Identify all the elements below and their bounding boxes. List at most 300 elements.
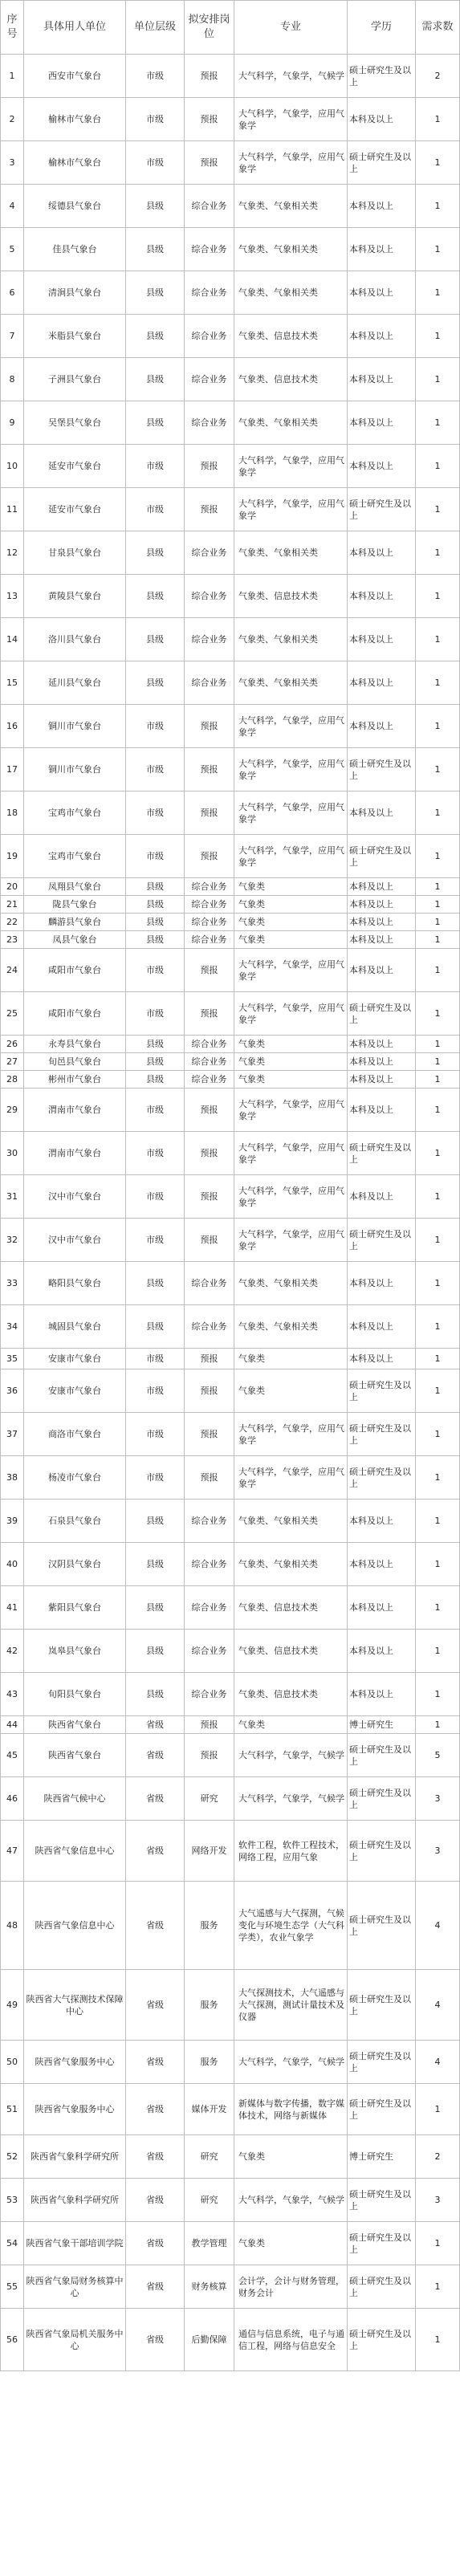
row-unit: 岚皋县气象台 [24, 1630, 126, 1673]
row-count: 1 [416, 315, 460, 358]
table-row [1, 1053, 460, 1071]
row-major: 气象类、气象相关类 [234, 531, 348, 575]
row-education: 硕士研究生及以上 [348, 1369, 416, 1413]
row-major: 大气科学，气象学，应用气象学 [234, 98, 348, 141]
row-education: 本科及以上 [348, 445, 416, 488]
row-unit: 陕西省气象台 [24, 1716, 126, 1734]
row-index: 42 [1, 1630, 24, 1673]
row-unit: 延川县气象台 [24, 661, 126, 705]
table-row [1, 1716, 460, 1734]
row-index: 41 [1, 1586, 24, 1630]
row-index: 35 [1, 1349, 24, 1369]
row-unit: 陕西省气象信息中心 [24, 1882, 126, 1970]
row-post: 预报 [185, 992, 234, 1036]
row-major: 大气科学，气象学，应用气象学 [234, 1456, 348, 1500]
row-education: 本科及以上 [348, 228, 416, 271]
row-index: 50 [1, 2041, 24, 2084]
row-unit: 汉中市气象台 [24, 1175, 126, 1219]
row-count: 4 [416, 1882, 460, 1970]
row-education: 本科及以上 [348, 1630, 416, 1673]
row-index: 1 [1, 55, 24, 98]
table-row [1, 531, 460, 575]
row-unit: 略阳县气象台 [24, 1262, 126, 1305]
row-unit: 陕西省气象服务中心 [24, 2084, 126, 2135]
table-row [1, 1175, 460, 1219]
row-major: 大气科学，气象学，气候学 [234, 1734, 348, 1777]
row-count: 1 [416, 2222, 460, 2265]
table-row [1, 358, 460, 401]
table-row [1, 1882, 460, 1970]
row-education: 本科及以上 [348, 896, 416, 914]
row-count: 1 [416, 618, 460, 661]
table-row [1, 1586, 460, 1630]
row-unit: 铜川市气象台 [24, 705, 126, 748]
row-count: 1 [416, 896, 460, 914]
row-index: 55 [1, 2265, 24, 2309]
row-post: 预报 [185, 141, 234, 185]
row-post: 预报 [185, 792, 234, 835]
row-post: 预报 [185, 949, 234, 992]
row-count: 1 [416, 445, 460, 488]
row-level: 市级 [126, 141, 185, 185]
row-post: 综合业务 [185, 1262, 234, 1305]
row-index: 24 [1, 949, 24, 992]
row-level: 县级 [126, 1543, 185, 1586]
row-level: 县级 [126, 1036, 185, 1053]
row-post: 综合业务 [185, 896, 234, 914]
table-row [1, 2084, 460, 2135]
table-row [1, 445, 460, 488]
row-unit: 陕西省气候中心 [24, 1777, 126, 1821]
row-education: 硕士研究生及以上 [348, 2041, 416, 2084]
row-count: 1 [416, 914, 460, 931]
row-level: 市级 [126, 949, 185, 992]
row-unit: 凤县气象台 [24, 931, 126, 949]
table-row [1, 931, 460, 949]
row-post: 服务 [185, 1882, 234, 1970]
row-education: 本科及以上 [348, 1089, 416, 1132]
row-post: 综合业务 [185, 1036, 234, 1053]
row-major: 大气遥感与大气探测，气候变化与环境生态学（大气科学类），农业气象学 [234, 1882, 348, 1970]
row-post: 预报 [185, 1349, 234, 1369]
row-major: 气象类、气象相关类 [234, 618, 348, 661]
row-post: 综合业务 [185, 1543, 234, 1586]
row-education: 本科及以上 [348, 575, 416, 618]
row-level: 市级 [126, 1219, 185, 1262]
table-row [1, 705, 460, 748]
table-row [1, 896, 460, 914]
row-post: 预报 [185, 705, 234, 748]
row-count: 1 [416, 835, 460, 878]
row-unit: 陕西省大气探测技术保障中心 [24, 1970, 126, 2041]
table-row [1, 1970, 460, 2041]
row-major: 气象类 [234, 896, 348, 914]
row-major: 气象类、气象相关类 [234, 1500, 348, 1543]
row-index: 48 [1, 1882, 24, 1970]
row-level: 县级 [126, 358, 185, 401]
row-level: 省级 [126, 1882, 185, 1970]
row-education: 硕士研究生及以上 [348, 2309, 416, 2371]
row-level: 省级 [126, 1716, 185, 1734]
table-row [1, 1630, 460, 1673]
row-major: 新媒体与数字传播，数字媒体技术，网络与新媒体 [234, 2084, 348, 2135]
row-index: 31 [1, 1175, 24, 1219]
row-level: 县级 [126, 896, 185, 914]
row-post: 综合业务 [185, 1586, 234, 1630]
row-education: 本科及以上 [348, 792, 416, 835]
table-row [1, 1821, 460, 1882]
row-post: 预报 [185, 1132, 234, 1175]
row-post: 预报 [185, 835, 234, 878]
row-count: 1 [416, 1500, 460, 1543]
row-education: 博士研究生 [348, 1716, 416, 1734]
row-major: 大气科学，气象学，应用气象学 [234, 1089, 348, 1132]
row-major: 大气科学，气象学，应用气象学 [234, 792, 348, 835]
row-level: 省级 [126, 1970, 185, 2041]
row-education: 硕士研究生及以上 [348, 2222, 416, 2265]
row-unit: 榆林市气象台 [24, 98, 126, 141]
table-row [1, 1456, 460, 1500]
row-major: 大气科学，气象学，应用气象学 [234, 1175, 348, 1219]
row-index: 29 [1, 1089, 24, 1132]
row-index: 10 [1, 445, 24, 488]
row-count: 1 [416, 1716, 460, 1734]
table-row [1, 1305, 460, 1349]
row-count: 1 [416, 661, 460, 705]
row-index: 46 [1, 1777, 24, 1821]
row-major: 气象类、信息技术类 [234, 1673, 348, 1716]
table-body [1, 55, 460, 2371]
row-index: 12 [1, 531, 24, 575]
row-level: 省级 [126, 2265, 185, 2309]
row-index: 56 [1, 2309, 24, 2371]
row-unit: 陕西省气象台 [24, 1734, 126, 1777]
row-level: 市级 [126, 1132, 185, 1175]
row-level: 县级 [126, 575, 185, 618]
row-level: 省级 [126, 1734, 185, 1777]
row-unit: 清涧县气象台 [24, 271, 126, 315]
row-unit: 绥德县气象台 [24, 185, 126, 228]
row-education: 本科及以上 [348, 1673, 416, 1716]
row-education: 本科及以上 [348, 185, 416, 228]
row-post: 预报 [185, 1175, 234, 1219]
table-row [1, 2135, 460, 2179]
row-count: 3 [416, 2179, 460, 2222]
row-post: 综合业务 [185, 315, 234, 358]
row-education: 本科及以上 [348, 1262, 416, 1305]
row-level: 县级 [126, 401, 185, 445]
row-count: 1 [416, 1349, 460, 1369]
row-count: 1 [416, 2265, 460, 2309]
table-row [1, 618, 460, 661]
row-unit: 城固县气象台 [24, 1305, 126, 1349]
row-post: 综合业务 [185, 618, 234, 661]
row-unit: 宝鸡市气象台 [24, 835, 126, 878]
row-level: 市级 [126, 748, 185, 792]
row-index: 8 [1, 358, 24, 401]
row-count: 1 [416, 1369, 460, 1413]
row-count: 1 [416, 141, 460, 185]
row-index: 33 [1, 1262, 24, 1305]
row-count: 1 [416, 1089, 460, 1132]
row-index: 17 [1, 748, 24, 792]
row-post: 预报 [185, 1089, 234, 1132]
row-level: 县级 [126, 1586, 185, 1630]
row-major: 大气科学，气象学，气候学 [234, 55, 348, 98]
row-education: 硕士研究生及以上 [348, 835, 416, 878]
row-index: 21 [1, 896, 24, 914]
table-row [1, 792, 460, 835]
row-education: 硕士研究生及以上 [348, 1219, 416, 1262]
table-row [1, 1089, 460, 1132]
row-unit: 延安市气象台 [24, 488, 126, 531]
row-level: 县级 [126, 185, 185, 228]
row-education: 本科及以上 [348, 531, 416, 575]
row-post: 综合业务 [185, 358, 234, 401]
row-major: 气象类 [234, 878, 348, 896]
row-level: 市级 [126, 488, 185, 531]
table-row [1, 914, 460, 931]
row-post: 预报 [185, 1369, 234, 1413]
row-post: 综合业务 [185, 185, 234, 228]
row-major: 气象类、气象相关类 [234, 185, 348, 228]
row-major: 气象类 [234, 1053, 348, 1071]
row-major: 气象类、信息技术类 [234, 1586, 348, 1630]
row-unit: 永寿县气象台 [24, 1036, 126, 1053]
row-index: 32 [1, 1219, 24, 1262]
row-unit: 西安市气象台 [24, 55, 126, 98]
table-row [1, 2309, 460, 2371]
row-major: 大气科学，气象学，应用气象学 [234, 992, 348, 1036]
header-major: 专业 [234, 1, 348, 55]
row-major: 气象类 [234, 1369, 348, 1413]
row-post: 预报 [185, 55, 234, 98]
row-unit: 渭南市气象台 [24, 1132, 126, 1175]
row-post: 研究 [185, 1777, 234, 1821]
row-count: 1 [416, 1219, 460, 1262]
row-count: 1 [416, 1175, 460, 1219]
table-row [1, 878, 460, 896]
row-unit: 安康市气象台 [24, 1349, 126, 1369]
row-count: 4 [416, 2041, 460, 2084]
row-post: 预报 [185, 1413, 234, 1456]
row-unit: 延安市气象台 [24, 445, 126, 488]
row-unit: 米脂县气象台 [24, 315, 126, 358]
table-row [1, 661, 460, 705]
row-level: 县级 [126, 1071, 185, 1089]
row-index: 4 [1, 185, 24, 228]
row-count: 1 [416, 1673, 460, 1716]
row-index: 36 [1, 1369, 24, 1413]
row-education: 硕士研究生及以上 [348, 1970, 416, 2041]
row-count: 1 [416, 531, 460, 575]
row-count: 1 [416, 228, 460, 271]
row-education: 本科及以上 [348, 618, 416, 661]
row-unit: 洛川县气象台 [24, 618, 126, 661]
row-major: 大气探测技术，大气遥感与大气探测，测试计量技术及仪器 [234, 1970, 348, 2041]
row-unit: 佳县气象台 [24, 228, 126, 271]
row-index: 22 [1, 914, 24, 931]
row-education: 本科及以上 [348, 1500, 416, 1543]
row-index: 44 [1, 1716, 24, 1734]
row-index: 20 [1, 878, 24, 896]
row-unit: 凤翔县气象台 [24, 878, 126, 896]
row-index: 40 [1, 1543, 24, 1586]
row-major: 气象类 [234, 1716, 348, 1734]
table-row [1, 98, 460, 141]
row-count: 1 [416, 949, 460, 992]
row-major: 气象类、信息技术类 [234, 358, 348, 401]
row-count: 1 [416, 931, 460, 949]
row-education: 硕士研究生及以上 [348, 2265, 416, 2309]
row-unit: 陕西省气象局财务核算中心 [24, 2265, 126, 2309]
row-index: 51 [1, 2084, 24, 2135]
row-major: 气象类、气象相关类 [234, 661, 348, 705]
row-education: 本科及以上 [348, 1053, 416, 1071]
table-row [1, 185, 460, 228]
row-level: 县级 [126, 228, 185, 271]
table-row [1, 228, 460, 271]
row-major: 气象类、气象相关类 [234, 271, 348, 315]
row-index: 28 [1, 1071, 24, 1089]
row-post: 预报 [185, 445, 234, 488]
row-level: 市级 [126, 705, 185, 748]
row-post: 预报 [185, 1734, 234, 1777]
row-index: 2 [1, 98, 24, 141]
table-row [1, 1349, 460, 1369]
row-post: 综合业务 [185, 914, 234, 931]
row-level: 市级 [126, 835, 185, 878]
row-count: 1 [416, 98, 460, 141]
row-education: 硕士研究生及以上 [348, 488, 416, 531]
row-unit: 榆林市气象台 [24, 141, 126, 185]
row-education: 本科及以上 [348, 661, 416, 705]
row-major: 气象类 [234, 931, 348, 949]
row-unit: 陇县气象台 [24, 896, 126, 914]
row-unit: 安康市气象台 [24, 1369, 126, 1413]
row-post: 综合业务 [185, 931, 234, 949]
table-row [1, 2265, 460, 2309]
row-level: 县级 [126, 931, 185, 949]
row-post: 预报 [185, 748, 234, 792]
row-education: 本科及以上 [348, 1305, 416, 1349]
row-index: 9 [1, 401, 24, 445]
row-education: 本科及以上 [348, 358, 416, 401]
row-unit: 子洲县气象台 [24, 358, 126, 401]
row-major: 气象类、气象相关类 [234, 228, 348, 271]
row-post: 预报 [185, 1456, 234, 1500]
row-level: 县级 [126, 1630, 185, 1673]
row-unit: 杨凌市气象台 [24, 1456, 126, 1500]
row-unit: 陕西省气象信息中心 [24, 1821, 126, 1882]
row-education: 本科及以上 [348, 98, 416, 141]
row-post: 综合业务 [185, 575, 234, 618]
row-post: 预报 [185, 488, 234, 531]
row-count: 1 [416, 1630, 460, 1673]
row-post: 综合业务 [185, 1305, 234, 1349]
row-count: 1 [416, 1132, 460, 1175]
row-education: 本科及以上 [348, 914, 416, 931]
row-index: 43 [1, 1673, 24, 1716]
table-row [1, 949, 460, 992]
table-row [1, 1219, 460, 1262]
table-row [1, 271, 460, 315]
row-major: 大气科学，气象学，应用气象学 [234, 949, 348, 992]
row-major: 气象类 [234, 1071, 348, 1089]
row-index: 30 [1, 1132, 24, 1175]
row-major: 大气科学，气象学，气候学 [234, 1777, 348, 1821]
row-count: 1 [416, 2309, 460, 2371]
table-row [1, 748, 460, 792]
row-index: 27 [1, 1053, 24, 1071]
row-level: 县级 [126, 315, 185, 358]
row-post: 预报 [185, 1716, 234, 1734]
row-index: 26 [1, 1036, 24, 1053]
row-major: 气象类、气象相关类 [234, 401, 348, 445]
row-count: 1 [416, 1071, 460, 1089]
row-education: 本科及以上 [348, 878, 416, 896]
row-count: 1 [416, 1456, 460, 1500]
row-post: 教学管理 [185, 2222, 234, 2265]
row-index: 52 [1, 2135, 24, 2179]
row-post: 研究 [185, 2179, 234, 2222]
row-level: 市级 [126, 445, 185, 488]
row-index: 6 [1, 271, 24, 315]
row-count: 1 [416, 705, 460, 748]
row-major: 大气科学，气象学，应用气象学 [234, 488, 348, 531]
row-unit: 咸阳市气象台 [24, 949, 126, 992]
row-unit: 汉中市气象台 [24, 1219, 126, 1262]
table-row [1, 575, 460, 618]
row-major: 大气科学，气象学，应用气象学 [234, 705, 348, 748]
header-index: 序号 [1, 1, 24, 55]
row-level: 省级 [126, 2222, 185, 2265]
row-count: 1 [416, 1543, 460, 1586]
row-education: 硕士研究生及以上 [348, 1882, 416, 1970]
row-level: 县级 [126, 1673, 185, 1716]
row-major: 大气科学，气象学，应用气象学 [234, 445, 348, 488]
row-index: 47 [1, 1821, 24, 1882]
table-row [1, 1777, 460, 1821]
row-level: 县级 [126, 661, 185, 705]
table-row [1, 1673, 460, 1716]
row-major: 大气科学，气象学，应用气象学 [234, 1413, 348, 1456]
row-index: 54 [1, 2222, 24, 2265]
table-row [1, 1369, 460, 1413]
row-education: 硕士研究生及以上 [348, 1132, 416, 1175]
row-post: 综合业务 [185, 661, 234, 705]
row-count: 5 [416, 1734, 460, 1777]
row-level: 市级 [126, 1369, 185, 1413]
row-count: 1 [416, 992, 460, 1036]
row-post: 综合业务 [185, 1071, 234, 1089]
row-index: 11 [1, 488, 24, 531]
row-count: 1 [416, 792, 460, 835]
row-major: 大气科学，气象学，应用气象学 [234, 141, 348, 185]
table-row [1, 1036, 460, 1053]
row-education: 硕士研究生及以上 [348, 992, 416, 1036]
row-post: 综合业务 [185, 531, 234, 575]
table-row [1, 2179, 460, 2222]
row-unit: 彬州市气象台 [24, 1071, 126, 1089]
row-post: 服务 [185, 1970, 234, 2041]
row-major: 气象类、气象相关类 [234, 1262, 348, 1305]
row-level: 省级 [126, 2084, 185, 2135]
row-education: 本科及以上 [348, 949, 416, 992]
row-count: 1 [416, 1262, 460, 1305]
row-count: 1 [416, 271, 460, 315]
row-level: 省级 [126, 1821, 185, 1882]
